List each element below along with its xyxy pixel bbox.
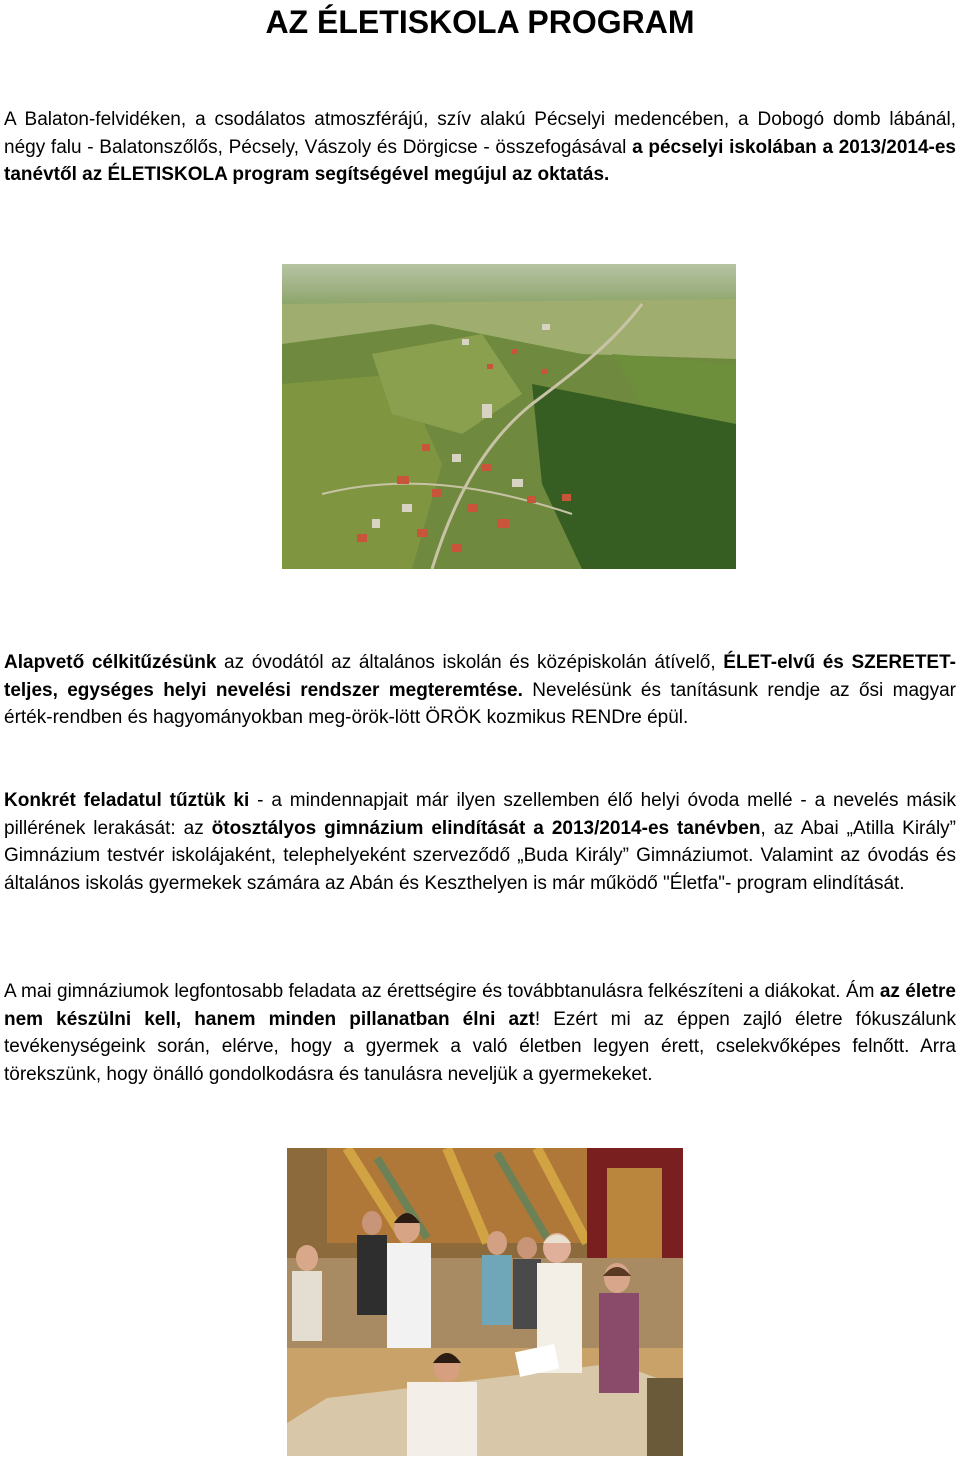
mission-text-2: ! Ezért mi az éppen zajló életre fókuszálunk tevékenységeink során, elérve, hogy a gyermek a való életben legyen érett, cselekvőképes felnőtt. Arra törekszünk, hogy önálló gondolkodásra és tanulásra neveljük a gyermekeket. [4,1008,957,1085]
mission-emphasis: az életre nem készülni kell, hanem minden pillanatban élni azt [4,981,956,1030]
goal-text-2: Nevelésünk és tanításunk rendje az ősi magyar érték-rendben és hagyományokban meg-örök-lött ÖRÖK kozmikus RENDre épül. [4,679,956,728]
task-emphasis-1: Konkrét feladatul tűztük ki [4,790,250,811]
aerial-village-photo [282,264,736,569]
goal-paragraph [4,649,956,732]
task-emphasis-2: ötosztályos gimnázium elindítását a 2013/2014-es tanévben [211,817,761,839]
mission-paragraph [4,978,956,1088]
page-title: AZ ÉLETISKOLA PROGRAM [265,4,695,40]
task-text-1: - a mindennapjait már ilyen szellemben élő helyi óvoda mellé - a nevelés másik pillérének lerakását: az [4,790,957,839]
intro-paragraph [4,106,956,189]
goal-emphasis-1: Alapvető célkitűzésünk [4,652,217,673]
intro-emphasis: a pécselyi iskolában a 2013/2014-es tanévtől az ÉLETISKOLA program segítségével megújul az oktatás. [4,136,957,185]
task-text-2: , az Abai „Atilla Király” Gimnázium testvér iskolájaként, telephelyeként szerveződő „Buda Király” Gimnáziumot. Valamint az óvodás és általános iskolás gyermekek számára az Abán és Keszthelyen is már működő "Életfa"- program elindítását. [4,817,956,894]
mission-text-1: A mai gimnáziumok legfontosabb feladata az érettségire és továbbtanulásra felkészíteni a diákokat. Ám [4,981,880,1002]
goal-text-1: az óvodától az általános iskolán és középiskolán átívelő, [216,652,724,673]
intro-text: A Balaton-felvidéken, a csodálatos atmoszférájú, szív alakú Pécselyi medencében, a Dobogó domb lábánál, négy falu - Balatonszőlős, Pécsely, Vászoly és Dörgicse - összefogásával [4,109,956,158]
goal-emphasis-2: ÉLET-elvű és SZERETET-teljes, egységes helyi nevelési rendszer megteremtése. [4,652,956,701]
classroom-ceremony-photo [287,1148,683,1456]
task-paragraph [4,787,956,897]
